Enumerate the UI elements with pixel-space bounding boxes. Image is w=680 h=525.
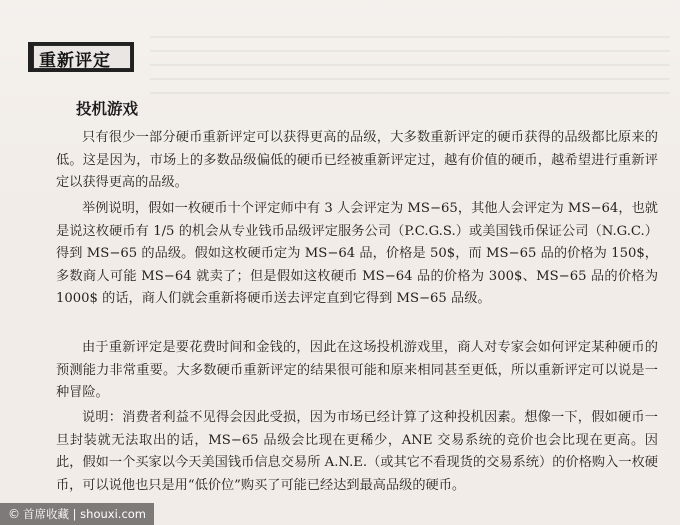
paragraph-1: 只有很少一部分硬币重新评定可以获得更高的品级，大多数重新评定的硬币获得的品级都比原来的低。这是因为，市场上的多数品级偏低的硬币已经被重新评定过，越有价值的硬币，越希望进行重新评定以获得更高的品级。 <box>56 130 658 190</box>
paragraph-3: 由于重新评定是要花费时间和金钱的，因此在这场投机游戏里，商人对专家会如何评定某种硬币的预测能力非常重要。大多数硬币重新评定的结果很可能和原来相同甚至更低，所以重新评定可以说是一种冒险。 <box>56 340 658 400</box>
subtitle: 投机游戏 <box>76 100 139 118</box>
watermark <box>0 503 154 525</box>
section-title: 重新评定 <box>39 51 111 71</box>
paragraph-2: 举例说明，假如一枚硬币十个评定师中有 3 人会评定为 MS−65，其他人会评定为 MS−64，也就是说这枚硬币有 1/5 的机会从专业钱币品级评定服务公司（P.C.G.S.）或美国钱币保证公司（N.G.C.）得到 MS−65 的品级。假如这枚硬币定为 MS−64 品，价格是 50$，而 MS−65 品的价格为 150$，多数商人可能 MS−64 就卖了；但是假如这枚硬币 MS−64 品的价格为 300$、MS−65 品的价格为 1000$ 的话，商人们就会重新将硬币送去评定直到它得到 MS−65 品级。 <box>56 201 658 306</box>
bleed-through-texture <box>150 36 670 96</box>
copyright-icon: © <box>8 507 20 521</box>
paragraph-4: 说明：消费者利益不见得会因此受损，因为市场已经计算了这种投机因素。想像一下，假如硬币一旦封装就无法取出的话，MS−65 品级会比现在更稀少，ANE 交易系统的竞价也会比现在更高。因此，假如一个买家以今天美国钱币信息交易所 A.N.E.（或其它不看现货的交易系统）的价格购入一枚硬币，可以说他也只是用“低价位”购买了可能已经达到最高品级的硬币。 <box>56 410 658 493</box>
watermark-text: 首席收藏 | shouxi.com <box>23 507 147 521</box>
